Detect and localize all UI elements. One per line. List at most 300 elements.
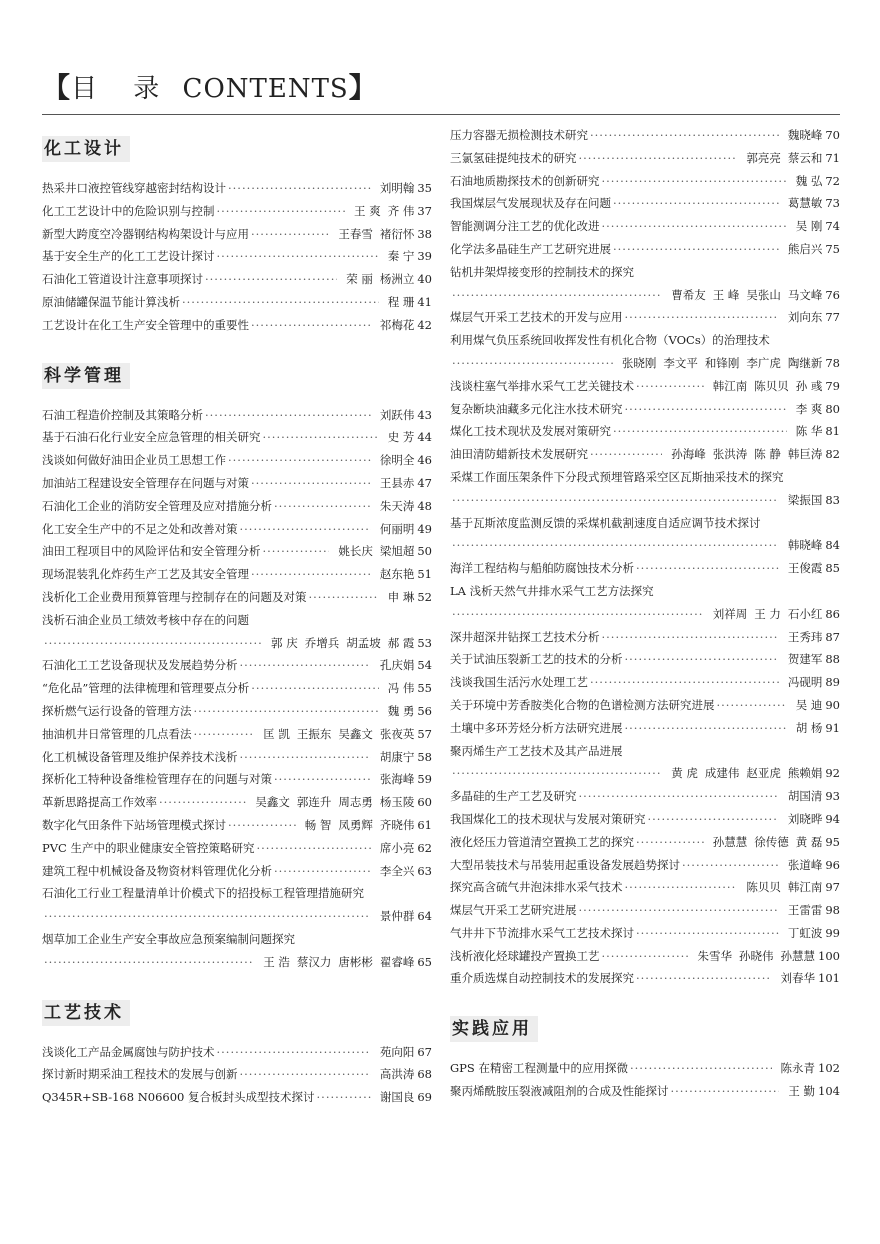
toc-entry[interactable]	[42, 905, 432, 928]
entry-title: 浅谈柱塞气举排水采气工艺关键技术	[450, 378, 634, 393]
leader-dots	[240, 1063, 371, 1086]
entry-authors	[373, 472, 415, 495]
leader-dots	[602, 626, 779, 649]
page-number: 75	[825, 241, 840, 256]
leader-dots	[263, 540, 330, 563]
page-number: 91	[825, 720, 840, 735]
author-name: 王雷雷	[787, 903, 823, 918]
author-name: 熊启兴	[787, 241, 823, 256]
toc-entry[interactable]	[450, 192, 840, 215]
toc-entry[interactable]	[42, 563, 432, 586]
page-number: 104	[818, 1084, 840, 1099]
author-name: 景仲群	[379, 909, 415, 924]
entry-authors	[691, 945, 816, 968]
toc-entry[interactable]	[42, 200, 432, 223]
author-name: 李文平	[663, 355, 698, 370]
page-number: 97	[825, 880, 840, 895]
page-number: 89	[825, 675, 840, 690]
toc-entry[interactable]	[42, 223, 432, 246]
entry-authors	[781, 899, 823, 922]
author-name: 陈贝贝	[754, 378, 789, 393]
author-name: 郭亮亮	[746, 150, 781, 165]
toc-entry[interactable]	[42, 449, 432, 472]
entry-title: 聚丙烯酰胺压裂液减阻剂的合成及性能探讨	[450, 1084, 669, 1099]
entry-authors	[781, 854, 823, 877]
author-name: 冯砚明	[787, 675, 823, 690]
leader-dots	[636, 557, 779, 580]
page-number: 92	[825, 766, 840, 781]
toc-entry[interactable]	[42, 268, 432, 291]
author-name: 曹希友	[671, 287, 706, 302]
toc-entry[interactable]	[450, 694, 840, 717]
page-number: 50	[417, 544, 432, 559]
author-name: 翟睿峰	[379, 954, 415, 969]
toc-entry[interactable]	[450, 808, 840, 831]
entry-title: 石油地质勘探技术的创新研究	[450, 173, 600, 188]
author-name: 石小红	[787, 606, 823, 621]
author-name: 乔增兵	[304, 635, 340, 650]
leader-dots	[240, 746, 371, 769]
toc-entry[interactable]	[42, 177, 432, 200]
author-name: 徐传德	[754, 834, 789, 849]
leader-dots	[44, 951, 254, 974]
leader-dots	[217, 200, 346, 223]
author-name: 祁梅花	[379, 317, 415, 332]
leader-dots	[228, 814, 296, 837]
toc-entry[interactable]	[450, 420, 840, 443]
author-name: 席小亮	[379, 840, 415, 855]
toc-entry[interactable]	[42, 426, 432, 449]
entry-authors	[381, 586, 415, 609]
author-name: 徐明全	[379, 453, 415, 468]
toc-entry[interactable]	[450, 512, 840, 535]
entry-authors	[373, 905, 415, 928]
leader-dots	[671, 1080, 780, 1103]
leader-dots	[602, 215, 787, 238]
leader-dots	[452, 489, 779, 512]
entry-title: 探析化工特种设备维检管理存在的问题与对策	[42, 772, 272, 787]
entry-authors	[347, 200, 414, 223]
leader-dots	[251, 563, 371, 586]
leader-dots	[625, 648, 779, 671]
toc-entry[interactable]	[42, 654, 432, 677]
toc-entry[interactable]	[42, 1041, 432, 1064]
entry-title: 加油站工程建设安全管理存在问题与对策	[42, 475, 249, 490]
entry-authors	[248, 791, 414, 814]
entry-title: 采煤工作面压架条件下分段式预埋管路采空区瓦斯抽采技术的探究	[450, 469, 784, 484]
entry-title: 利用煤气负压系统回收挥发性有机化合物（VOCs）的治理技术	[450, 333, 770, 348]
leader-dots	[613, 192, 779, 215]
entry-authors	[615, 352, 823, 375]
toc-entry[interactable]	[450, 876, 840, 899]
page-number: 77	[825, 310, 840, 325]
toc-entry[interactable]	[450, 785, 840, 808]
page-number: 46	[417, 453, 432, 468]
author-name: 吴鑫文	[255, 795, 290, 810]
toc-entry[interactable]	[450, 1080, 840, 1103]
entry-authors	[706, 375, 823, 398]
leader-dots	[452, 762, 662, 785]
toc-entry[interactable]	[42, 586, 432, 609]
entry-authors	[789, 717, 823, 740]
entry-title: 现场混装乳化炸药生产工艺及其安全管理	[42, 567, 249, 582]
page-number: 35	[417, 181, 432, 195]
author-name: 成建伟	[704, 766, 740, 781]
toc-entry[interactable]	[450, 398, 840, 421]
entry-authors	[381, 700, 415, 723]
entry-title: 建筑工程中机械设备及物资材料管理优化分析	[42, 863, 272, 878]
page-number: 42	[417, 317, 432, 332]
page-number: 71	[825, 150, 840, 165]
toc-entry[interactable]	[450, 352, 840, 375]
page-number: 73	[825, 196, 840, 211]
page-number: 81	[825, 424, 840, 439]
author-name: 王 勤	[788, 1084, 816, 1099]
entry-title: 探讨新时期采油工程技术的发展与创新	[42, 1067, 238, 1082]
author-name: 苑向阳	[379, 1044, 415, 1059]
entry-authors	[781, 534, 823, 557]
toc-entry[interactable]	[450, 899, 840, 922]
toc-entry[interactable]	[42, 746, 432, 769]
toc-entry[interactable]	[450, 238, 840, 261]
entry-authors	[339, 268, 414, 291]
toc-entry[interactable]	[450, 854, 840, 877]
author-name: 张洪涛	[712, 447, 748, 462]
toc-entry[interactable]	[42, 791, 432, 814]
leader-dots	[648, 808, 779, 831]
entry-title: 煤层气开采工艺技术的开发与应用	[450, 310, 623, 325]
page-number: 79	[825, 378, 840, 393]
toc-entry[interactable]	[450, 261, 840, 284]
entry-title: 重介质选煤自动控制技术的发展探究	[450, 971, 634, 986]
author-name: 王 浩	[263, 954, 290, 969]
page-number: 72	[825, 173, 840, 188]
author-name: 葛慧敏	[787, 196, 823, 211]
entry-authors	[373, 1063, 415, 1086]
page-number: 63	[417, 863, 432, 878]
author-name: 周志勇	[338, 795, 373, 810]
toc-entry[interactable]	[42, 245, 432, 268]
author-name: 胡孟坡	[346, 635, 381, 650]
toc-entry[interactable]	[450, 831, 840, 854]
page-number: 84	[825, 538, 840, 553]
entry-title: 化学法多晶硅生产工艺研究进展	[450, 241, 611, 256]
toc-entry[interactable]	[450, 717, 840, 740]
toc-entry[interactable]	[42, 495, 432, 518]
entry-title: 石油工程造价控制及其策略分析	[42, 407, 203, 422]
entry-title: 土壤中多环芳烃分析方法研究进展	[450, 720, 623, 735]
leader-dots	[579, 899, 779, 922]
leader-dots	[590, 671, 779, 694]
author-name: 王秀玮	[787, 629, 823, 644]
toc-entry[interactable]	[450, 740, 840, 763]
toc-entry[interactable]	[42, 540, 432, 563]
entry-title: 化工安全生产中的不足之处和改善对策	[42, 521, 238, 536]
entry-title: 基于安全生产的化工工艺设计探讨	[42, 249, 215, 264]
author-name: 蔡云和	[787, 150, 823, 165]
author-name: 韩巨涛	[787, 447, 823, 462]
author-name: 和锋刚	[704, 355, 740, 370]
author-name: 唐彬彬	[338, 954, 373, 969]
page-number: 87	[825, 629, 840, 644]
toc-entry[interactable]	[42, 1086, 432, 1109]
author-name: 史 芳	[387, 430, 415, 445]
author-name: 梁旭超	[379, 544, 415, 559]
author-name: 王 力	[754, 606, 781, 621]
entry-title: 探析燃气运行设备的管理方法	[42, 703, 192, 718]
leader-dots	[217, 1041, 371, 1064]
header-title-cn: 目 录	[71, 74, 174, 104]
author-name: 何丽明	[379, 521, 415, 536]
toc-entry[interactable]	[42, 951, 432, 974]
entry-authors	[256, 723, 414, 746]
entry-authors	[331, 223, 414, 246]
toc-entry[interactable]	[450, 967, 840, 990]
author-name: 刘祥周	[712, 606, 748, 621]
toc-entry[interactable]	[450, 284, 840, 307]
page-number: 83	[825, 492, 840, 507]
toc-entry[interactable]	[450, 922, 840, 945]
entry-title: 石油化工工艺设备现状及发展趋势分析	[42, 658, 238, 673]
toc-entry[interactable]	[42, 314, 432, 337]
entry-authors	[373, 177, 415, 200]
entry-authors	[781, 808, 823, 831]
entry-authors	[373, 860, 415, 883]
toc-entry[interactable]	[450, 648, 840, 671]
entry-title: 基于瓦斯浓度监测反馈的采煤机截割速度自适应调节技术探讨	[450, 515, 761, 530]
entry-title: 钻机井架焊接变形的控制技术的探究	[450, 264, 634, 279]
author-name: 申 琳	[387, 589, 415, 604]
leader-dots	[613, 420, 787, 443]
leader-dots	[251, 314, 371, 337]
toc-entry[interactable]	[450, 147, 840, 170]
author-name: 褚衍怀	[379, 226, 415, 241]
page-number: 41	[417, 294, 432, 309]
entry-title: 液化烃压力管道清空置换工艺的探究	[450, 834, 634, 849]
author-name: 刘晓晔	[787, 811, 823, 826]
author-name: 陈 华	[795, 424, 823, 439]
page-number: 100	[818, 948, 840, 963]
leader-dots	[205, 268, 337, 291]
leader-dots	[590, 124, 779, 147]
entry-title: 气井井下节流排水采气工艺技术探讨	[450, 925, 634, 940]
section-title: 科学管理	[42, 363, 130, 389]
entry-authors	[706, 603, 823, 626]
author-name: 朱天涛	[379, 498, 415, 513]
leader-dots	[274, 860, 371, 883]
leader-dots	[182, 291, 379, 314]
entry-title: 我国煤化工的技术现状与发展对策研究	[450, 811, 646, 826]
leader-dots	[452, 352, 613, 375]
author-name: 王县赤	[379, 475, 415, 490]
toc-entry[interactable]	[450, 671, 840, 694]
toc-entry[interactable]	[42, 814, 432, 837]
author-name: 杨洲立	[379, 272, 415, 287]
page-number: 64	[417, 909, 432, 924]
author-name: 刘明翰	[379, 181, 415, 195]
leader-dots	[159, 791, 246, 814]
leader-dots	[613, 238, 779, 261]
toc-entry[interactable]	[42, 518, 432, 541]
author-name: 韩晓峰	[787, 538, 823, 553]
author-name: 谢国良	[379, 1090, 415, 1105]
page-number: 93	[825, 789, 840, 804]
entry-authors	[781, 671, 823, 694]
page-number: 85	[825, 561, 840, 576]
page-number: 58	[417, 749, 432, 764]
entry-authors	[381, 677, 415, 700]
page-number: 67	[417, 1044, 432, 1059]
toc-entry[interactable]	[450, 329, 840, 352]
entry-title: 油田清防蜡新技术发展研究	[450, 447, 588, 462]
author-name: 韩江南	[712, 378, 748, 393]
entry-authors	[373, 1041, 415, 1064]
author-name: 陈贝贝	[746, 880, 781, 895]
entry-title: 复杂断块油藏多元化注水技术研究	[450, 401, 623, 416]
toc-entry[interactable]	[450, 466, 840, 489]
author-name: 刘向东	[787, 310, 823, 325]
entry-authors	[664, 443, 822, 466]
author-name: 冯 伟	[387, 681, 415, 696]
page-number: 62	[417, 840, 432, 855]
author-name: 魏晓峰	[787, 128, 823, 142]
author-name: 朱雪华	[697, 948, 733, 963]
author-name: 刘春华	[780, 971, 816, 986]
leader-dots	[309, 586, 379, 609]
entry-authors	[373, 837, 415, 860]
toc-entry[interactable]	[42, 1063, 432, 1086]
author-name: 张海峰	[379, 772, 415, 787]
toc-entry[interactable]	[450, 306, 840, 329]
author-name: 匡 凯	[263, 726, 290, 741]
toc-entry[interactable]	[450, 215, 840, 238]
entry-title: 深井超深井钻探工艺技术分析	[450, 629, 600, 644]
toc-entry[interactable]	[450, 945, 840, 968]
entry-title: 浅析液化烃球罐投产置换工艺	[450, 948, 600, 963]
author-name: 王 峰	[712, 287, 740, 302]
entry-authors	[739, 876, 822, 899]
entry-title: 原油储罐保温节能计算浅析	[42, 294, 180, 309]
toc-entry[interactable]	[42, 837, 432, 860]
author-name: 马文峰	[787, 287, 823, 302]
toc-entry[interactable]	[450, 580, 840, 603]
entry-title: 我国煤层气发展现状及存在问题	[450, 196, 611, 211]
leader-dots	[452, 284, 662, 307]
author-name: 郝 霞	[387, 635, 415, 650]
author-name: 陶继新	[787, 355, 823, 370]
leader-dots	[228, 449, 371, 472]
entry-authors	[789, 215, 823, 238]
entry-authors	[373, 495, 415, 518]
header-open-bracket: 【	[42, 71, 72, 104]
leader-dots	[44, 905, 371, 928]
page-number: 76	[825, 287, 840, 302]
entry-authors	[373, 563, 415, 586]
entry-authors	[781, 238, 823, 261]
toc-entry[interactable]	[42, 723, 432, 746]
toc-entry[interactable]	[450, 489, 840, 512]
toc-entry[interactable]	[450, 626, 840, 649]
toc-entry[interactable]	[42, 404, 432, 427]
toc-entry[interactable]	[450, 375, 840, 398]
toc-entry[interactable]	[450, 443, 840, 466]
author-name: 黄 磊	[795, 834, 823, 849]
section-gap	[42, 974, 432, 988]
leader-dots	[602, 945, 689, 968]
entry-title: LA 浅析天然气井排水采气工艺方法探究	[450, 583, 654, 598]
toc-entry[interactable]	[42, 472, 432, 495]
entry-title: 压力容器无损检测技术研究	[450, 128, 588, 142]
page-number: 38	[417, 226, 432, 241]
page-number: 96	[825, 857, 840, 872]
entry-title: 探究高含硫气井泡沫排水采气技术	[450, 880, 623, 895]
toc-entry[interactable]	[42, 677, 432, 700]
leader-dots	[636, 922, 779, 945]
toc-entry[interactable]	[42, 928, 432, 951]
leader-dots	[636, 831, 704, 854]
author-name: 孙晓伟	[739, 948, 774, 963]
toc-entry[interactable]	[42, 860, 432, 883]
author-name: 吴张山	[746, 287, 781, 302]
toc-entry[interactable]	[42, 632, 432, 655]
toc-entry[interactable]	[450, 124, 840, 147]
author-name: 程 珊	[387, 294, 415, 309]
toc-entry[interactable]	[450, 557, 840, 580]
toc-entry[interactable]	[450, 170, 840, 193]
toc-entry[interactable]	[450, 762, 840, 785]
entry-title: 聚丙烯生产工艺技术及其产品进展	[450, 743, 623, 758]
author-name: 姚长庆	[338, 544, 373, 559]
section-title: 工艺技术	[42, 1000, 130, 1026]
entry-authors	[789, 170, 823, 193]
toc-entry[interactable]	[42, 609, 432, 632]
toc-entry[interactable]	[42, 700, 432, 723]
toc-entry[interactable]	[450, 1057, 840, 1080]
page-number: 68	[417, 1067, 432, 1082]
entry-title: “危化品”管理的法律梳理和管理要点分析	[42, 681, 250, 696]
entry-authors	[331, 540, 414, 563]
entry-title: 数字化气田条件下站场管理模式探讨	[42, 817, 226, 832]
entry-authors	[781, 557, 823, 580]
page-number: 44	[417, 430, 432, 445]
entry-authors	[381, 426, 415, 449]
author-name: 陈 静	[754, 447, 781, 462]
author-name: 熊赖娟	[787, 766, 823, 781]
leader-dots	[579, 147, 738, 170]
author-name: 赵东艳	[379, 567, 415, 582]
toc-entry[interactable]	[42, 291, 432, 314]
page-number: 102	[818, 1061, 840, 1076]
author-name: 秦 宁	[387, 249, 415, 264]
section-gap	[450, 990, 840, 1004]
entry-title: 新型大跨度空冷器钢结构构架设计与应用	[42, 226, 249, 241]
toc-entry[interactable]	[42, 768, 432, 791]
entry-title: 基于石油石化行业安全应急管理的相关研究	[42, 430, 261, 445]
author-name: 赵亚虎	[746, 766, 781, 781]
page-number: 101	[818, 971, 840, 986]
toc-entry[interactable]	[450, 534, 840, 557]
page-number: 82	[825, 447, 840, 462]
leader-dots	[274, 495, 371, 518]
entry-authors	[373, 768, 415, 791]
page-number: 47	[417, 475, 432, 490]
toc-entry[interactable]	[450, 603, 840, 626]
toc-entry[interactable]	[42, 882, 432, 905]
author-name: 荣 丽	[346, 272, 373, 287]
author-name: 李全兴	[379, 863, 415, 878]
author-name: 魏 弘	[795, 173, 823, 188]
entry-authors	[739, 147, 822, 170]
